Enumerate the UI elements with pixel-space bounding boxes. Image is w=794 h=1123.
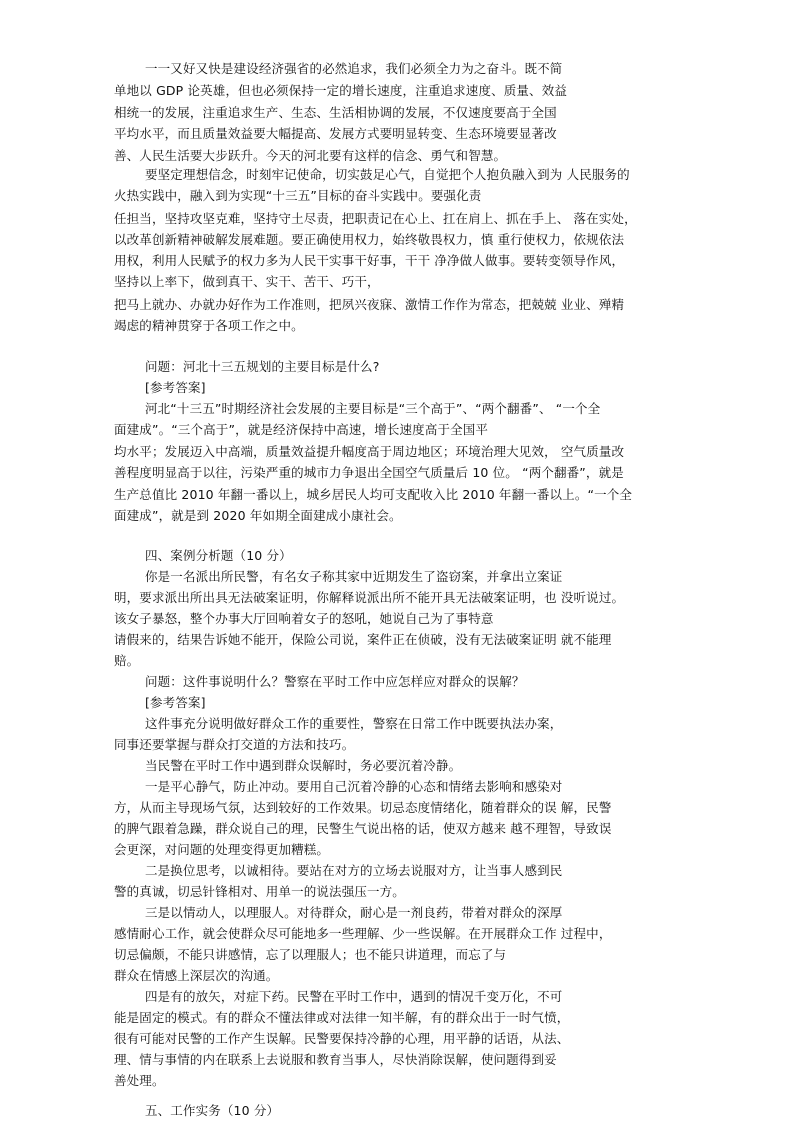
point-2-line-1: 二是换位思考，以诚相待。要站在对方的立场去说服对方，让当事人感到民 <box>145 863 563 878</box>
para-2-line-1: 要坚定理想信念，时刻牢记使命，切实鼓足心气，自觉把个人抱负融入到为 人民服务的 <box>145 167 630 182</box>
case-line-5: 赔。 <box>114 653 140 668</box>
para-2-line-4: 以改革创新精神破解发展难题。要正确使用权力，始终敬畏权力，慎 重行使权力，依规依法 <box>114 232 625 247</box>
question-2: 问题：这件事说明什么？警察在平时工作中应怎样应对群众的误解？ <box>145 674 525 689</box>
para-2-line-5: 用权，利用人民赋予的权力多为人民干实事干好事，干干 净净做人做事。要转变领导作风， <box>114 253 625 268</box>
answer-2-line-3: 当民警在平时工作中遇到群众误解时，务必要沉着冷静。 <box>145 758 462 773</box>
case-line-4: 请假来的，结果告诉她不能开，保险公司说，案件正在侦破，没有无法破案证明 就不能理 <box>114 632 612 647</box>
section-4-heading: 四、案例分析题（10 分） <box>145 548 292 563</box>
case-line-2: 明，要求派出所出具无法破案证明，你解释说派出所不能开具无法破案证明，也 没听说过。 <box>114 590 625 605</box>
point-4-line-4: 理、情与事情的内在联系上去说服和教育当事人，尽快消除误解，使问题得到妥 <box>114 1052 557 1067</box>
point-4-line-5: 善处理。 <box>114 1073 165 1088</box>
para-2-line-7: 把马上就办、办就办好作为工作准则，把夙兴夜寐、激情工作作为常态，把兢兢 业业、殚精 <box>114 297 625 312</box>
answer-1-line-4: 善程度明显高于以往，污染严重的城市力争退出全国空气质量后 10 位。 “两个翻番”，就是 <box>114 465 624 480</box>
point-2-line-2: 警的真诚，切忌针锋相对、用单一的说法强压一方。 <box>114 884 405 899</box>
reference-answer-label-1: [参考答案] <box>145 380 206 395</box>
point-3-line-2: 感情耐心工作，就会使群众尽可能地多一些理解、少一些误解。在开展群众工作 过程中， <box>114 926 612 941</box>
point-4-line-1: 四是有的放矢，对症下药。民警在平时工作中，遇到的情况千变万化，不可 <box>145 989 563 1004</box>
section-5-heading: 五、工作实务（10 分） <box>145 1103 280 1118</box>
answer-2-line-1: 这件事充分说明做好群众工作的重要性，警察在日常工作中既要执法办案， <box>145 716 563 731</box>
para-1-line-4: 平均水平，而且质量效益要大幅提高、发展方式要明显转变、生态环境要显著改 <box>114 126 557 141</box>
reference-answer-label-2: [参考答案] <box>145 695 206 710</box>
point-1-line-1: 一是平心静气，防止冲动。要用自己沉着冷静的心态和情绪去影响和感染对 <box>145 779 563 794</box>
point-3-line-4: 群众在情感上深层次的沟通。 <box>114 968 279 983</box>
point-1-line-4: 会更深，对问题的处理变得更加糟糕。 <box>114 842 330 857</box>
answer-2-line-2: 同事还要掌握与群众打交道的方法和技巧。 <box>114 737 355 752</box>
answer-1-line-5: 生产总值比 2010 年翻一番以上，城乡居民人均可支配收入比 2010 年翻一番以上。“一个全 <box>114 487 633 502</box>
point-4-line-2: 能是固定的模式。有的群众不懂法律或对法律一知半解，有的群众出于一时气愤， <box>114 1010 570 1025</box>
para-1-line-5: 善、人民生活要大步跃升。今天的河北要有这样的信念、勇气和智慧。 <box>114 148 507 163</box>
para-1-line-2: 单地以 GDP 论英雄，但也必须保持一定的增长速度，注重追求速度、质量、效益 <box>114 83 567 98</box>
point-1-line-2: 方，从而主导现场气氛，达到较好的工作效果。切忌态度情绪化，随着群众的误 解，民警 <box>114 800 612 815</box>
point-3-line-1: 三是以情动人，以理服人。对待群众，耐心是一剂良药，带着对群众的深厚 <box>145 905 563 920</box>
answer-1-line-6: 面建成”，就是到 2020 年如期全面建成小康社会。 <box>114 508 402 523</box>
para-1-line-1: 一一又好又快是建设经济强省的必然追求，我们必须全力为之奋斗。既不简 <box>145 61 563 76</box>
para-2-line-6: 坚持以上率下，做到真干、实干、苦干、巧干， <box>114 274 380 289</box>
answer-1-line-1: 河北“十三五”时期经济社会发展的主要目标是“三个高于”、“两个翻番”、 “一个全 <box>145 401 601 416</box>
para-1-line-3: 相统一的发展，注重追求生产、生态、生活相协调的发展，不仅速度要高于全国 <box>114 105 557 120</box>
point-3-line-3: 切忌偏颇，不能只讲感情，忘了以理服人；也不能只讲道理，而忘了与 <box>114 947 507 962</box>
point-4-line-3: 很有可能对民警的工作产生误解。民警要保持冷静的心理，用平静的话语，从法、 <box>114 1031 570 1046</box>
question-1: 问题：河北十三五规划的主要目标是什么? <box>145 359 380 374</box>
para-2-line-8: 竭虑的精神贯穿于各项工作之中。 <box>114 318 304 333</box>
point-1-line-3: 的脾气跟着急躁，群众说自己的理，民警生气说出格的话，使双方越来 越不理智，导致误 <box>114 821 612 836</box>
answer-1-line-2: 面建成”。“三个高于”，就是经济保持中高速，增长速度高于全国平 <box>114 422 489 437</box>
answer-1-line-3: 均水平；发展迈入中高端，质量效益提升幅度高于周边地区；环境治理大见效， 空气质量改 <box>114 444 625 459</box>
para-2-line-3: 任担当，坚持攻坚克难，坚持守土尽责，把职责记在心上、扛在肩上、抓在手上、 落在实处， <box>114 211 637 226</box>
case-line-3: 该女子暴怒，整个办事大厅回响着女子的怒吼，她说自己为了事特意 <box>114 611 494 626</box>
para-2-line-2: 火热实践中，融入到为实现“十三五”目标的奋斗实践中。要强化责 <box>114 188 482 203</box>
case-line-1: 你是一名派出所民警，有名女子称其家中近期发生了盗窃案，并拿出立案证 <box>145 569 563 584</box>
